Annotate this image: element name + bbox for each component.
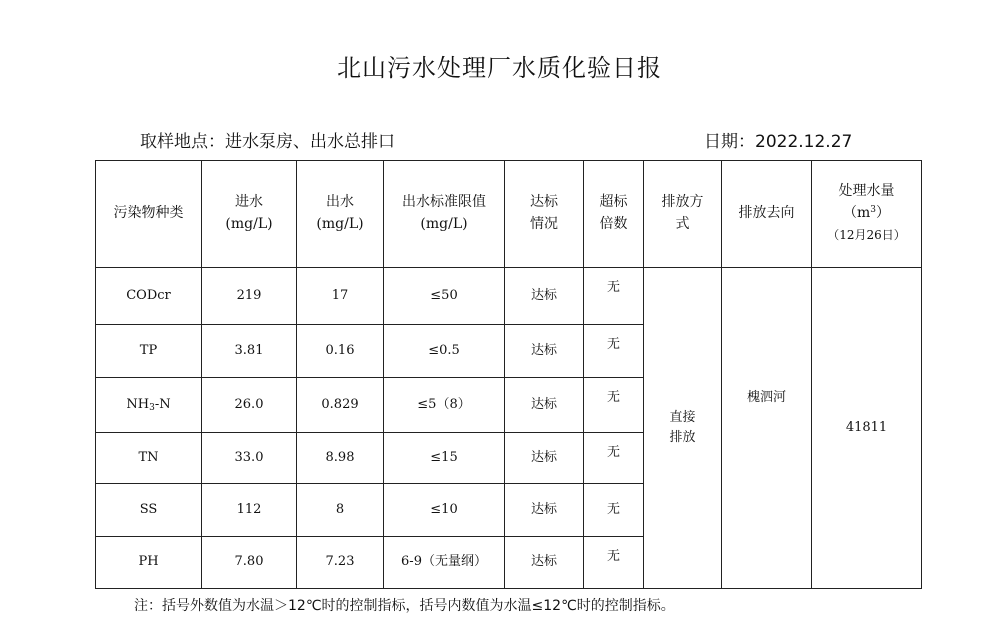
pollutant-cell: $NH_3-N$ xyxy=(96,378,202,433)
influent-cell: 219 xyxy=(202,268,297,325)
compliance-cell: 达标 xyxy=(505,325,584,378)
limit-cell: ≤50 xyxy=(384,268,505,325)
sampling-location: 取样地点：进水泵房、出水总排口 xyxy=(140,132,395,152)
header-exceed-multiple: 超标 倍数 xyxy=(584,161,644,268)
pollutant-cell: PH xyxy=(96,537,202,589)
header-discharge-method: 排放方 式 xyxy=(644,161,722,268)
header-discharge-destination: 排放去向 xyxy=(722,161,812,268)
report-title: 北山污水处理厂水质化验日报 xyxy=(337,54,662,82)
limit-cell: ≤0.5 xyxy=(384,325,505,378)
exceed-cell: 无 xyxy=(584,433,644,484)
effluent-cell: 7.23 xyxy=(297,537,384,589)
footnote: 注：括号外数值为水温＞12℃时的控制指标，括号内数值为水温≤12℃时的控制指标。 xyxy=(134,598,675,614)
effluent-cell: 17 xyxy=(297,268,384,325)
influent-cell: 112 xyxy=(202,484,297,537)
header-pollutant: 污染物种类 xyxy=(96,161,202,268)
limit-cell: ≤10 xyxy=(384,484,505,537)
compliance-cell: 达标 xyxy=(505,484,584,537)
pollutant-cell: TN xyxy=(96,433,202,484)
exceed-cell: 无 xyxy=(584,484,644,537)
compliance-cell: 达标 xyxy=(505,433,584,484)
header-limit: 出水标准限值 (mg/L) xyxy=(384,161,505,268)
header-effluent: 出水 (mg/L) xyxy=(297,161,384,268)
limit-cell: ≤15 xyxy=(384,433,505,484)
pollutant-cell: SS xyxy=(96,484,202,537)
effluent-cell: 0.829 xyxy=(297,378,384,433)
compliance-cell: 达标 xyxy=(505,537,584,589)
exceed-cell: 无 xyxy=(584,325,644,378)
compliance-cell: 达标 xyxy=(505,378,584,433)
exceed-cell: 无 xyxy=(584,378,644,433)
influent-cell: 33.0 xyxy=(202,433,297,484)
influent-cell: 26.0 xyxy=(202,378,297,433)
header-row xyxy=(96,161,922,268)
influent-cell: 7.80 xyxy=(202,537,297,589)
limit-cell: 6-9（无量纲） xyxy=(384,537,505,589)
effluent-cell: 8.98 xyxy=(297,433,384,484)
compliance-cell: 达标 xyxy=(505,268,584,325)
limit-cell: ≤5（8） xyxy=(384,378,505,433)
pollutant-cell: CODcr xyxy=(96,268,202,325)
table-row xyxy=(96,268,922,325)
header-treated-volume: 处理水量 $(m^3)$ （12月26日） xyxy=(812,161,922,268)
header-influent: 进水 (mg/L) xyxy=(202,161,297,268)
report-date: 日期：2022.12.27 xyxy=(704,132,853,152)
pollutant-cell: TP xyxy=(96,325,202,378)
exceed-cell: 无 xyxy=(584,268,644,325)
treated-volume-cell: 41811 xyxy=(812,268,922,589)
influent-cell: 3.81 xyxy=(202,325,297,378)
discharge-destination-cell: 槐泗河 xyxy=(722,268,812,589)
effluent-cell: 0.16 xyxy=(297,325,384,378)
discharge-method-cell: 直接 排放 xyxy=(644,268,722,589)
header-compliance: 达标 情况 xyxy=(505,161,584,268)
water-quality-table xyxy=(95,160,922,589)
exceed-cell: 无 xyxy=(584,537,644,589)
effluent-cell: 8 xyxy=(297,484,384,537)
